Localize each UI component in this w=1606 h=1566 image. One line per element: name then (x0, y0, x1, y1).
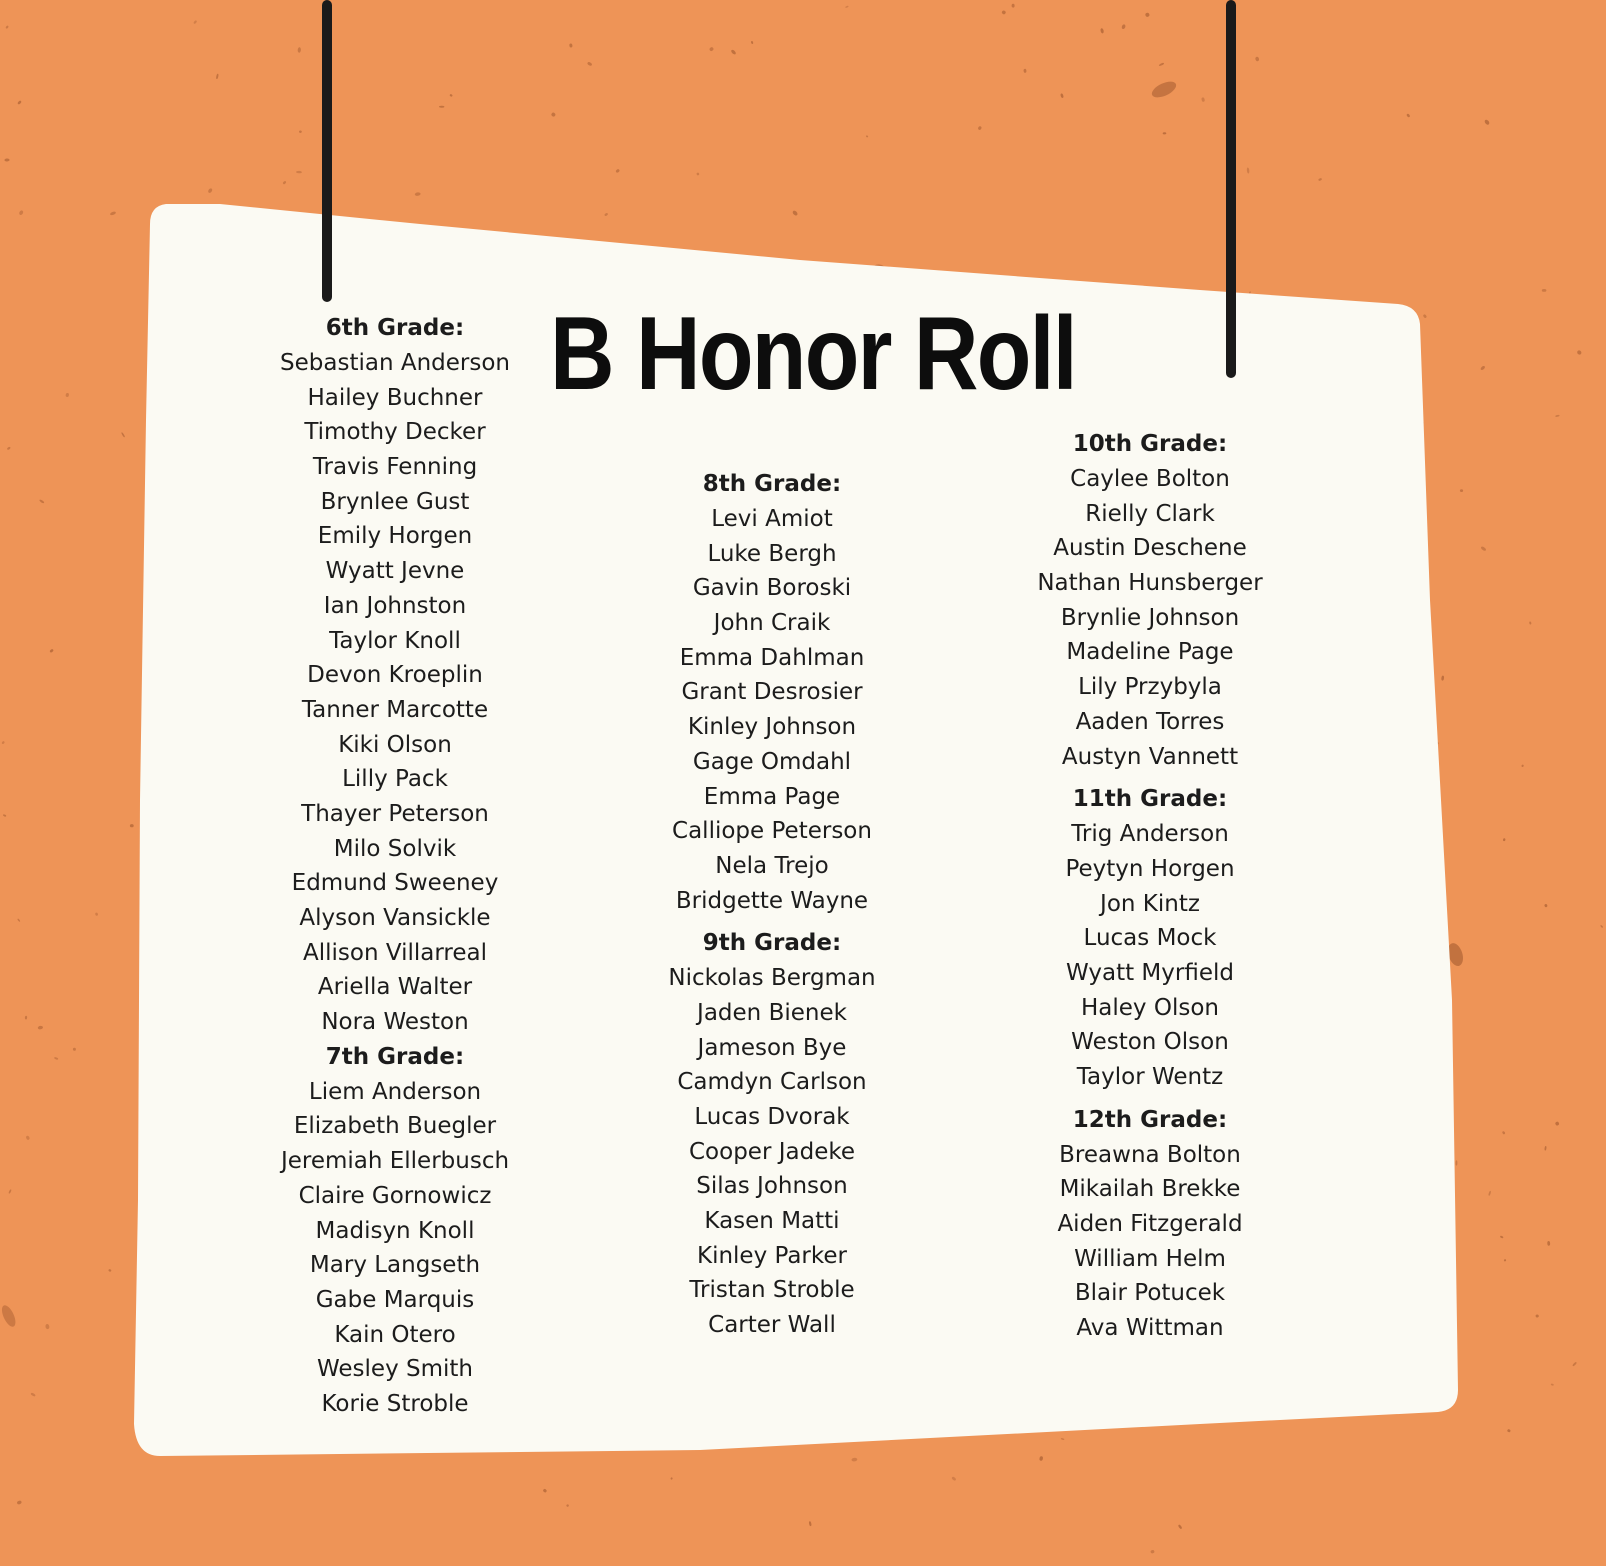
student-name: Luke Bergh (707, 540, 837, 567)
student-name: Thayer Peterson (301, 800, 489, 827)
student-name: Lucas Mock (1083, 925, 1217, 952)
grade-heading: 8th Grade: (702, 471, 842, 497)
student-name: Blair Potucek (1074, 1280, 1226, 1307)
student-name: Timothy Decker (304, 419, 486, 446)
student-name: Liem Anderson (308, 1078, 482, 1105)
student-name: Edmund Sweeney (291, 870, 499, 897)
student-name: Tristan Stroble (689, 1277, 855, 1304)
student-name: Rielly Clark (1085, 500, 1215, 527)
student-name: Carter Wall (708, 1312, 836, 1339)
student-name: Peytyn Horgen (1065, 855, 1235, 882)
student-name: Nickolas Bergman (668, 965, 876, 992)
student-name: Gabe Marquis (315, 1286, 475, 1313)
student-name: Cooper Jadeke (689, 1138, 855, 1165)
student-name: Aiden Fitzgerald (1057, 1211, 1243, 1238)
student-name: Kinley Parker (696, 1242, 847, 1269)
student-name: Calliope Peterson (672, 818, 872, 845)
student-name: Emma Page (703, 783, 841, 810)
student-name: Jaden Bienek (697, 999, 847, 1026)
student-name: Taylor Wentz (1076, 1064, 1224, 1090)
student-name: Tanner Marcotte (301, 696, 489, 723)
student-name: Ariella Walter (317, 974, 473, 1001)
student-name: Claire Gornowicz (298, 1182, 492, 1209)
student-name: Kasen Matti (704, 1208, 840, 1235)
student-name: Camdyn Carlson (677, 1069, 867, 1096)
student-name: Korie Stroble (321, 1390, 469, 1417)
grade-heading: 6th Grade: (325, 315, 465, 341)
student-name: Levi Amiot (711, 506, 833, 532)
student-name: Nora Weston (321, 1009, 469, 1036)
grade-heading: 10th Grade: (1072, 431, 1228, 457)
student-name: Milo Solvik (333, 835, 457, 862)
student-name: Ian Johnston (323, 592, 467, 619)
student-name: Wesley Smith (317, 1356, 473, 1383)
student-name: Mary Langseth (309, 1252, 481, 1279)
grade-heading: 7th Grade: (325, 1043, 465, 1070)
student-name: Sebastian Anderson (280, 350, 510, 376)
student-name: Lilly Pack (342, 766, 448, 793)
student-name: Gage Omdahl (692, 748, 852, 775)
student-name: Aaden Torres (1075, 708, 1225, 735)
student-name: Nathan Hunsberger (1037, 570, 1263, 597)
grade-heading: 9th Grade: (702, 930, 842, 957)
hanging-string-right (1226, 0, 1236, 378)
student-name: Hailey Buchner (307, 384, 483, 411)
grade-heading: 11th Grade: (1072, 786, 1228, 813)
student-name: Lucas Dvorak (694, 1104, 850, 1130)
student-name: Lily Przybyla (1078, 674, 1222, 701)
student-name: Wyatt Jevne (325, 558, 465, 585)
student-name: Emma Dahlman (679, 644, 865, 671)
student-name: Wyatt Myrfield (1066, 959, 1234, 986)
student-name: Travis Fenning (312, 454, 478, 481)
grade-heading: 12th Grade: (1072, 1106, 1228, 1133)
student-name: William Helm (1074, 1245, 1226, 1272)
student-name: Haley Olson (1081, 994, 1219, 1021)
student-name: Jon Kintz (1100, 890, 1200, 917)
column-3 (1000, 427, 1300, 1346)
student-name: Emily Horgen (317, 523, 473, 550)
hanging-string-left (322, 0, 332, 302)
section-gap (622, 918, 922, 926)
page-title: B Honor Roll (550, 296, 1076, 412)
column-2 (622, 467, 922, 1343)
student-name: Breawna Bolton (1059, 1141, 1241, 1168)
student-name: Grant Desrosier (681, 679, 863, 706)
student-name: Madisyn Knoll (315, 1217, 475, 1244)
section-gap (1000, 774, 1300, 782)
student-name: Nela Trejo (715, 852, 829, 879)
student-name: Bridgette Wayne (675, 887, 869, 914)
student-name: Jameson Bye (697, 1034, 847, 1061)
column-1 (245, 311, 545, 1422)
student-name: Kiki Olson (338, 731, 452, 758)
student-name: Caylee Bolton (1070, 466, 1230, 492)
student-name: Austyn Vannett (1061, 743, 1239, 770)
student-name: Allison Villarreal (303, 939, 487, 966)
section-gap (1000, 1095, 1300, 1103)
student-name: Brynlie Johnson (1060, 604, 1240, 631)
student-name: Alyson Vansickle (299, 905, 491, 931)
student-name: Austin Deschene (1053, 535, 1247, 562)
student-name: Taylor Knoll (329, 627, 461, 654)
student-name: Silas Johnson (696, 1173, 848, 1200)
student-name: John Craik (713, 610, 831, 637)
student-name: Devon Kroeplin (307, 662, 483, 689)
student-name: Gavin Boroski (692, 575, 852, 602)
student-name: Madeline Page (1066, 639, 1234, 666)
student-name: Weston Olson (1071, 1029, 1229, 1056)
student-name: Elizabeth Buegler (293, 1113, 497, 1140)
student-name: Jeremiah Ellerbusch (280, 1148, 510, 1175)
student-name: Trig Anderson (1071, 821, 1229, 848)
student-name: Kain Otero (334, 1321, 456, 1348)
student-name: Brynlee Gust (320, 488, 470, 515)
student-name: Mikailah Brekke (1059, 1176, 1241, 1203)
student-name: Kinley Johnson (687, 714, 857, 741)
student-name: Ava Wittman (1076, 1315, 1224, 1342)
